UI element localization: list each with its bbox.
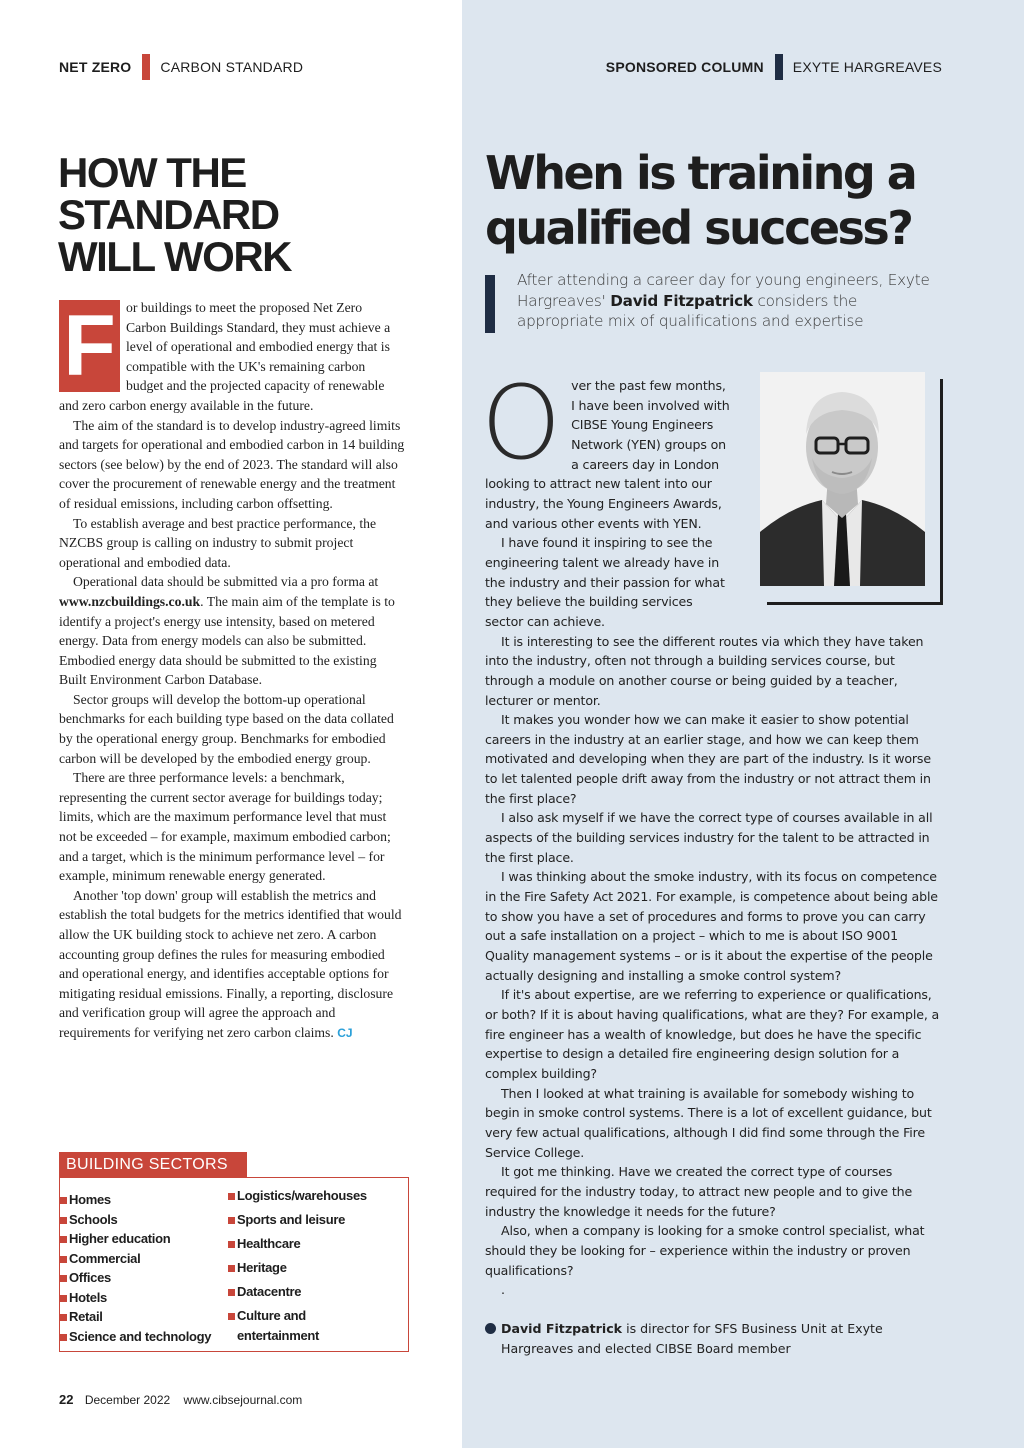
paragraph: F or buildings to meet the proposed Net Zero Carbon Buildings Standard, they must achieve a level of operational and embodied energy that is compatible with the UK's remaining carbon budget and the projected capacity of renewable and zero carbon energy available in the future. [59,298,391,413]
sectors-column-2 [228,1187,403,1351]
list-item: Retail [60,1308,211,1328]
bullet-square-icon [60,1334,67,1341]
standfirst-bar [485,275,495,333]
bullet-square-icon [228,1241,235,1248]
paragraph: I have found it inspiring to see the engineering talent we already have in the industry and their passion for what they believe the building services sector can achieve. [485,535,725,629]
building-sectors-box [59,1177,409,1352]
issue-date: December 2022 [84,1393,171,1407]
section-header-left [59,56,303,78]
list-item: Datacentre [228,1283,403,1307]
paragraph: It got me thinking. Have we created the correct type of courses required for the industry today, to attract new people and to give the industry the knowledge it needs for the future? [485,1164,913,1219]
paragraph: Over the past few months, I have been involved with CIBSE Young Engineers Network (YEN) groups on a careers day in London looking to attract new talent into our industry, the Young Engineers Awards, and various other events with YEN. [481,364,730,531]
header-divider [775,54,783,80]
building-sectors-title: BUILDING SECTORS [59,1152,247,1178]
bio-text: is director for SFS Business Unit at Exyte Hargreaves and elected CIBSE Board member [501,1321,883,1356]
bullet-square-icon [228,1289,235,1296]
bullet-square-icon [228,1265,235,1272]
paragraph: There are three performance levels: a benchmark, representing the current sector average for buildings today; limits, which are the maximum performance level that must not be exceeded – for example, maximum embodied carbon; and a target, which is the minimum performance level – for example, minimum renewable energy generated. [59,770,391,884]
bullet-square-icon [60,1236,67,1243]
site-url[interactable]: www.cibsejournal.com [183,1393,303,1407]
author-initials: CJ [337,1025,353,1040]
left-article-body [59,298,405,1044]
bullet-square-icon [60,1314,67,1321]
right-article-title: When is training a qualified success? [485,146,916,255]
paragraph: Operational data should be submitted via a pro forma at www.nzcbuildings.co.uk. The main aim of the template is to identify a project's energy use intensity, based on metered energy. Data from energy models can also be submitted. Embodied energy data should be submitted to the existing Built Environment Carbon Database. [59,574,395,688]
right-article-body [481,364,940,1300]
page-number: 22 [59,1392,74,1407]
paragraph: Another 'top down' group will establish the metrics and establish the total budgets for the metrics identified that would allow the UK building stock to achieve net zero. A carbon accounting group defines the rules for measuring embodied and operational energy, and identifies acceptable options for mitigating residual emissions. Finally, a reporting, disclosure and verification group will agree the approach and requirements for verifying net zero carbon claims. CJ [59,887,402,1040]
bullet-square-icon [228,1217,235,1224]
topic-label: CARBON STANDARD [160,59,304,75]
standfirst: After attending a career day for young engineers, Exyte Hargreaves' David Fitzpatrick considers the appropriate mix of qualifications and expertise [517,271,930,330]
list-item: Commercial [60,1250,211,1270]
bullet-square-icon [60,1275,67,1282]
list-item-continuation: entertainment [237,1327,320,1343]
paragraph: Then I looked at what training is available for somebody wishing to begin in smoke control systems. There is a lot of excellent guidance, but very few actual qualifications, although I did find some through the Fire Service College. [485,1085,932,1160]
paragraph: I was thinking about the smoke industry, with its focus on competence in the Fire Safety Act 2021. For example, is competence about being able to show you have a set of procedures and forms to prove you can carry out a safe installation on a project – which to me is about ISO 9001 Quality management systems – or is it about the expertise of the people actually designing and installing a smoke control system? [485,869,938,983]
stray-dot: . [501,1282,505,1298]
sponsor-label: EXYTE HARGREAVES [792,59,942,75]
bio-name: David Fitzpatrick [501,1321,623,1336]
list-item: Sports and leisure [228,1211,403,1235]
list-item: Culture and [228,1307,403,1327]
list-item: Schools [60,1211,211,1231]
sectors-column-1 [60,1191,211,1347]
list-item: Higher education [60,1230,211,1250]
list-item: Healthcare [228,1235,403,1259]
section-label: NET ZERO [59,59,132,75]
bullet-square-icon [60,1256,67,1263]
title-line: WILL WORK [58,233,292,280]
list-item: Logistics/warehouses [228,1187,403,1211]
bullet-square-icon [228,1193,235,1200]
paragraph: To establish average and best practice performance, the NZCBS group is calling on industry to submit project operational and embodied data. [59,515,377,570]
bullet-square-icon [60,1295,67,1302]
paragraph: I also ask myself if we have the correct type of courses available in all aspects of the building services industry for the talent to be attracted in the first place. [485,810,933,865]
author-name: David Fitzpatrick [610,291,753,310]
paragraph: It makes you wonder how we can make it easier to show potential careers in the industry at an earlier stage, and how we can keep them motivated and developing when they are part of the industry. Is it worse to let talented people drift away from the industry or not attract them in the first place? [485,712,931,806]
bullet-square-icon [228,1313,235,1320]
nzcbuildings-link[interactable]: www.nzcbuildings.co.uk [59,593,201,609]
title-line: HOW THE [58,149,246,196]
bullet-square-icon [60,1217,67,1224]
sponsored-label: SPONSORED COLUMN [605,59,764,75]
paragraph: The aim of the standard is to develop industry-agreed limits and targets for operational and embodied carbon in 14 building sectors (see below) by the end of 2023. The standard will also cover the procurement of renewable energy and the treatment of residual emissions, including carbon offsetting. [59,417,405,511]
bullet-circle-icon [485,1323,496,1334]
page-footer [59,1392,312,1407]
list-item: Heritage [228,1259,403,1283]
list-item: Science and technology [60,1328,211,1348]
header-divider [142,54,150,80]
list-item: Offices [60,1269,211,1289]
list-item: Homes [60,1191,211,1211]
photo-spacer [730,376,940,608]
author-bio [485,1319,940,1358]
title-line: STANDARD [58,191,279,238]
paragraph: Also, when a company is looking for a smoke control specialist, what should they be looking for – experience within the industry or proven qualifications? [485,1223,925,1278]
list-item: Hotels [60,1289,211,1309]
left-article-title [58,149,438,280]
drop-cap: O [481,364,562,483]
drop-cap: F [59,300,120,392]
section-header-right [606,56,942,78]
paragraph: It is interesting to see the different routes via which they have taken into the industry, often not through a building services course, but through a module on another course or being guided by a teacher, lecturer or mentor. [485,633,924,708]
paragraph: Sector groups will develop the bottom-up operational benchmarks for each building type based on the data collated by the operational energy group. Benchmarks for embodied carbon will be developed by the embodied energy group. [59,691,394,766]
paragraph: If it's about expertise, are we referring to experience or qualifications, or both? If it is about having qualifications, what are they? For example, a fire engineer has a wealth of knowledge, but does he have the specific expertise to design a detailed fire engineering design solution for a complex building? [485,987,940,1081]
bullet-square-icon [60,1197,67,1204]
